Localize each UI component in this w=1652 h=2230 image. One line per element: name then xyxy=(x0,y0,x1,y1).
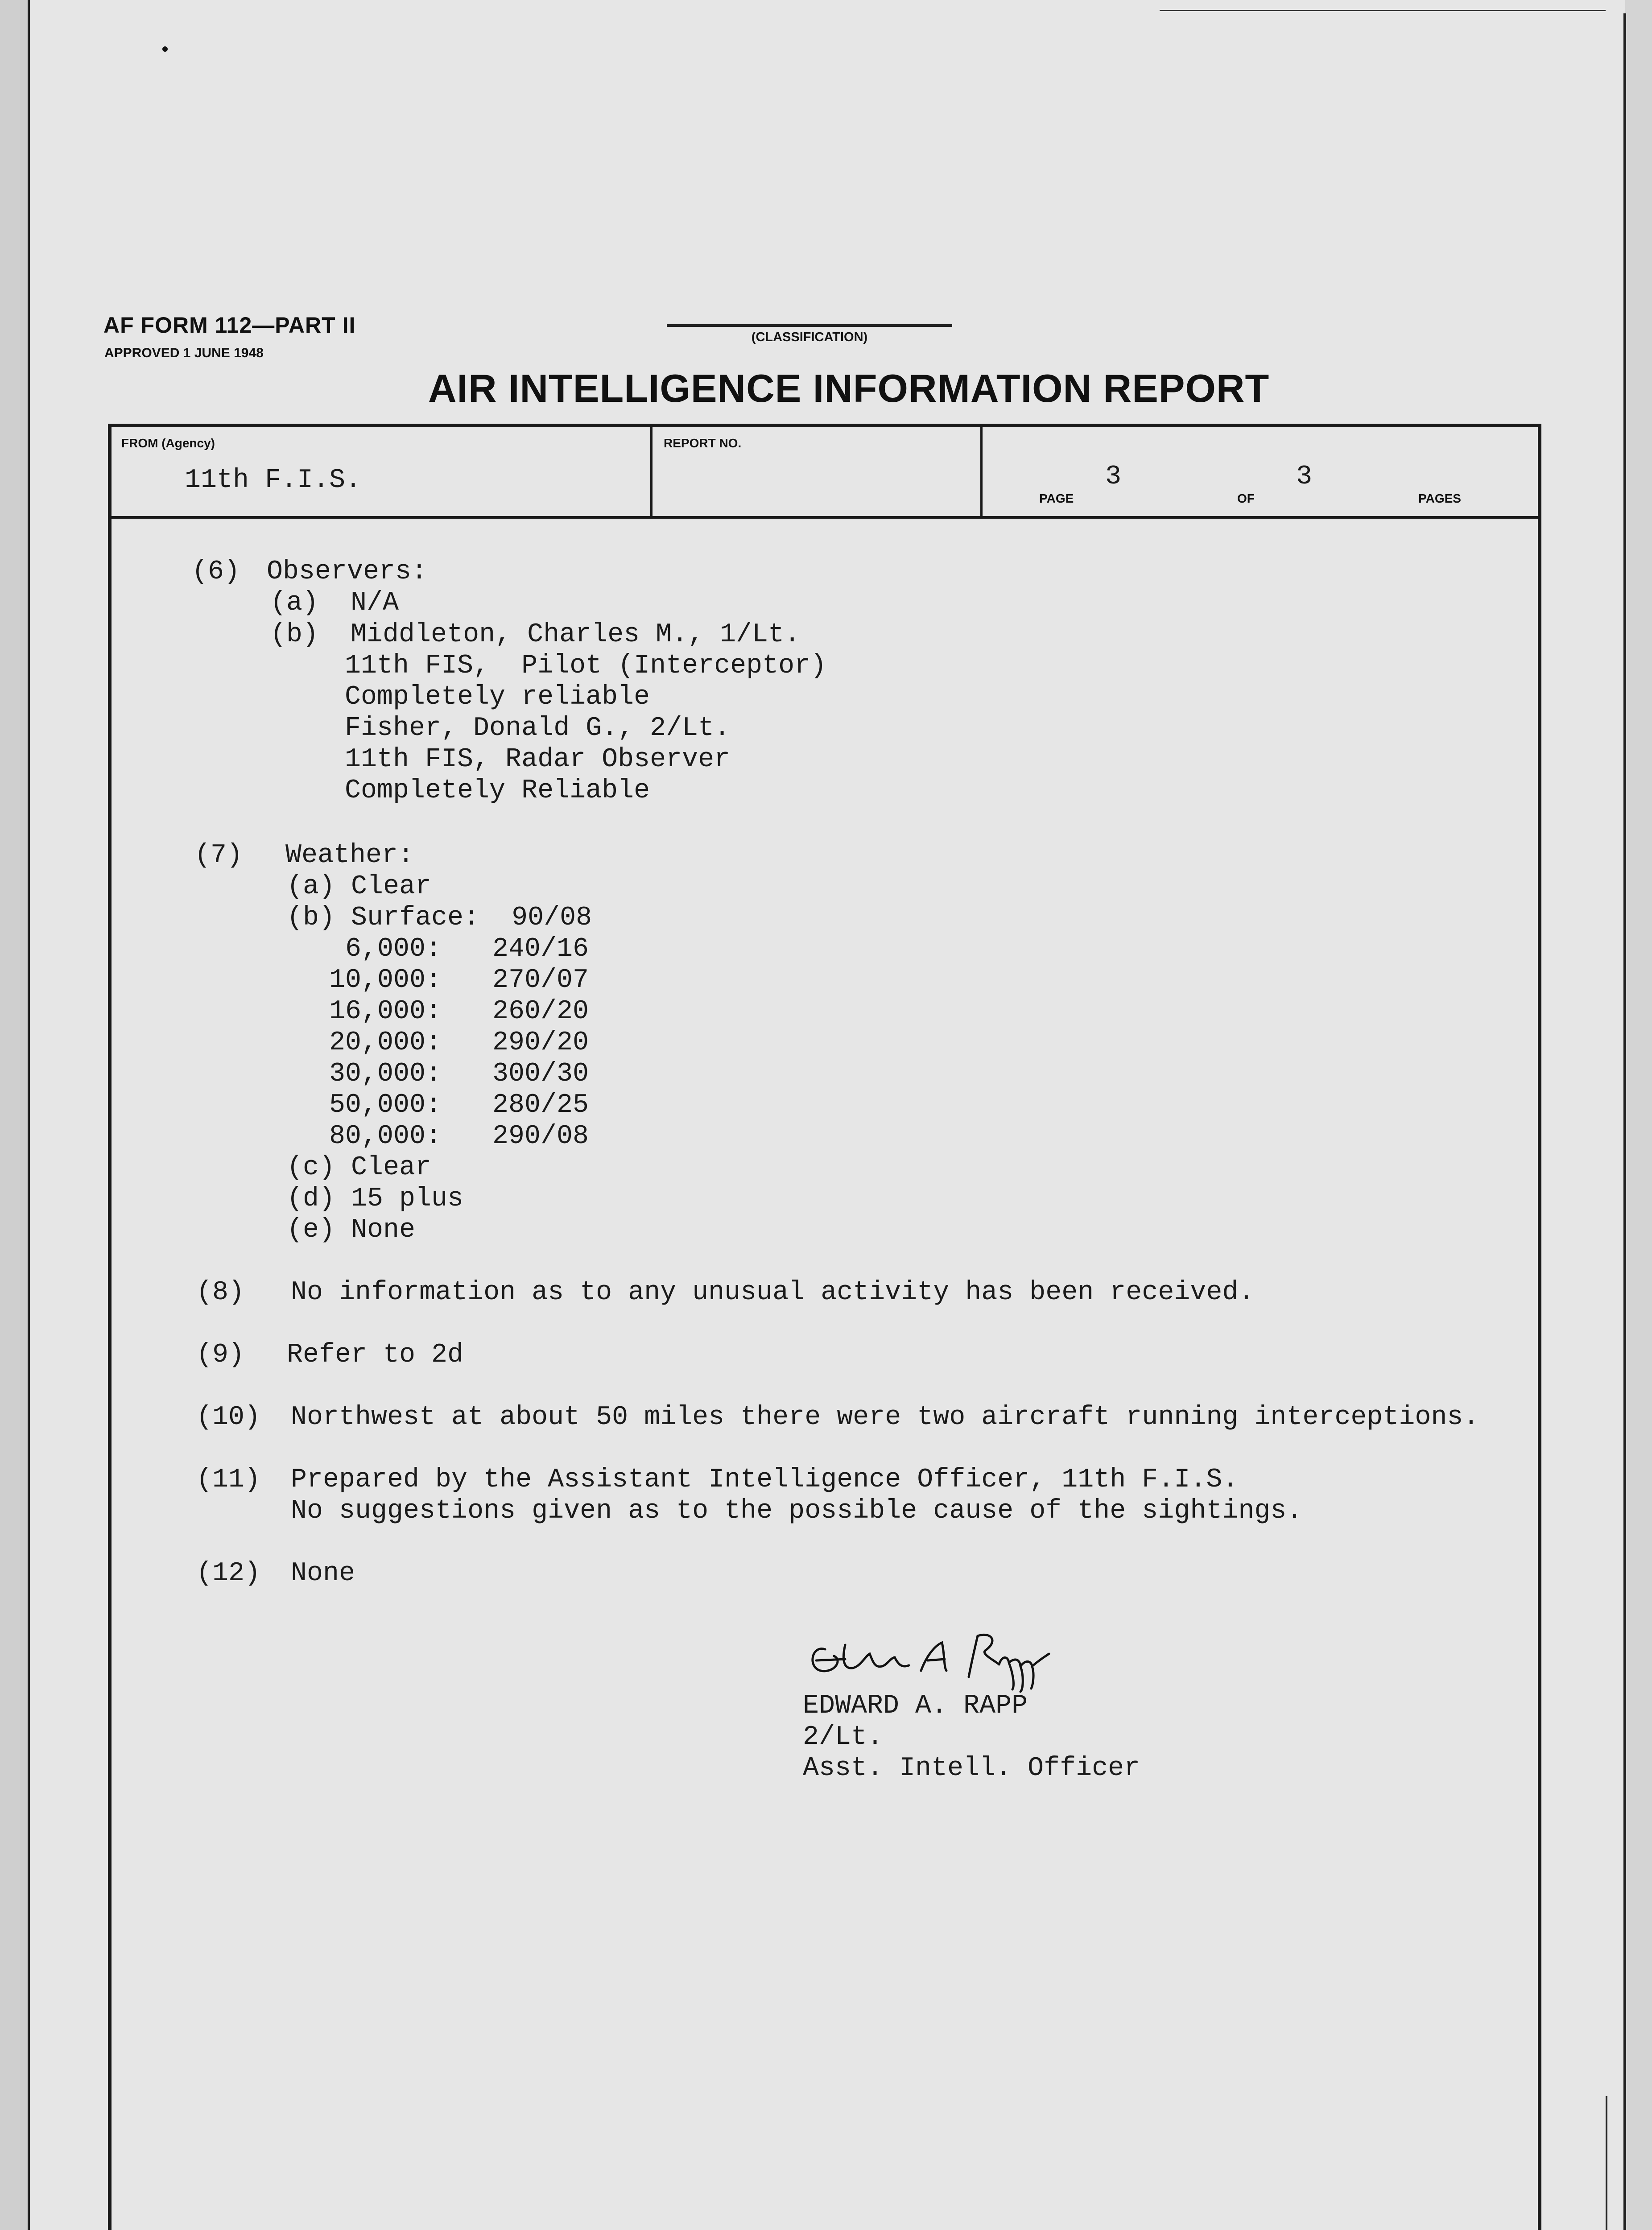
body-line: No information as to any unusual activity has been received. xyxy=(291,1277,1255,1308)
body-line: (b) Surface: 90/08 xyxy=(287,903,592,933)
wind-altitude: 80,000: xyxy=(329,1121,442,1152)
scan-right-margin xyxy=(1625,0,1652,2230)
signer-title: Asst. Intell. Officer xyxy=(803,1753,1140,1784)
body-line: (a) N/A xyxy=(270,588,399,618)
body-line: Northwest at about 50 miles there were two aircraft running interceptions. xyxy=(291,1402,1479,1433)
of-label: OF xyxy=(1237,491,1255,505)
body-line: (b) Middleton, Charles M., 1/Lt. xyxy=(270,619,801,650)
body-line: Prepared by the Assistant Intelligence Officer, 11th F.I.S. xyxy=(291,1465,1239,1495)
body-line: 11th FIS, Pilot (Interceptor) xyxy=(345,651,827,681)
wind-value: 290/20 xyxy=(492,1028,589,1058)
section-number: (10) xyxy=(196,1402,261,1433)
report-frame xyxy=(108,424,1541,2230)
page-left-edge xyxy=(28,0,30,2230)
page-right-inner-edge xyxy=(1606,2096,1607,2230)
section-number: (8) xyxy=(196,1277,245,1308)
header-column-divider xyxy=(980,427,983,517)
body-line: Completely reliable xyxy=(345,682,650,712)
body-line: 11th FIS, Radar Observer xyxy=(345,744,731,775)
section-number: (6) xyxy=(192,557,240,587)
wind-altitude: 30,000: xyxy=(329,1059,442,1089)
wind-altitude: 6,000: xyxy=(345,934,442,964)
from-agency-value: 11th F.I.S. xyxy=(185,465,362,496)
page-right-edge xyxy=(1623,13,1626,2230)
wind-altitude: 10,000: xyxy=(329,965,442,995)
signer-name: EDWARD A. RAPP xyxy=(803,1691,1028,1721)
body-line: None xyxy=(291,1558,355,1589)
body-line: Fisher, Donald G., 2/Lt. xyxy=(345,713,731,743)
classification-line xyxy=(667,324,952,327)
wind-value: 300/30 xyxy=(492,1059,589,1089)
page-number-value: 3 xyxy=(1105,462,1122,492)
page-label: PAGE xyxy=(1039,491,1074,505)
section-heading: Observers: xyxy=(267,557,428,587)
wind-value: 290/08 xyxy=(492,1121,589,1152)
scan-left-margin xyxy=(0,0,28,2230)
wind-altitude: 50,000: xyxy=(329,1090,442,1120)
report-title: AIR INTELLIGENCE INFORMATION REPORT xyxy=(428,366,1270,410)
header-column-divider xyxy=(650,427,653,517)
report-no-label: REPORT NO. xyxy=(664,436,742,450)
body-line: (c) Clear xyxy=(287,1152,432,1183)
body-line: Refer to 2d xyxy=(287,1340,464,1370)
body-line: (e) None xyxy=(287,1215,416,1245)
header-divider xyxy=(112,516,1538,519)
classification-label: (CLASSIFICATION) xyxy=(751,330,868,344)
section-heading: Weather: xyxy=(285,840,414,871)
from-label: FROM (Agency) xyxy=(121,436,215,450)
scan-speck xyxy=(162,46,168,52)
form-number: AF FORM 112—PART II xyxy=(103,313,356,338)
body-line: (d) 15 plus xyxy=(287,1184,464,1214)
signer-rank: 2/Lt. xyxy=(803,1722,884,1752)
wind-value: 270/07 xyxy=(492,965,589,995)
pages-label: PAGES xyxy=(1418,491,1461,505)
body-line: Completely Reliable xyxy=(345,776,650,806)
section-number: (7) xyxy=(194,840,243,871)
form-approval-date: APPROVED 1 JUNE 1948 xyxy=(104,346,264,360)
section-number: (9) xyxy=(196,1340,245,1370)
body-line: No suggestions given as to the possible cause of the sightings. xyxy=(291,1496,1303,1526)
wind-value: 280/25 xyxy=(492,1090,589,1120)
page-top-edge xyxy=(1160,10,1606,11)
wind-value: 260/20 xyxy=(492,996,589,1027)
wind-value: 240/16 xyxy=(492,934,589,964)
section-number: (12) xyxy=(196,1558,261,1589)
wind-altitude: 20,000: xyxy=(329,1028,442,1058)
wind-altitude: 16,000: xyxy=(329,996,442,1027)
page-total-value: 3 xyxy=(1296,462,1313,492)
body-line: (a) Clear xyxy=(287,871,432,902)
section-number: (11) xyxy=(196,1465,261,1495)
handwritten-signature xyxy=(803,1618,1053,1694)
